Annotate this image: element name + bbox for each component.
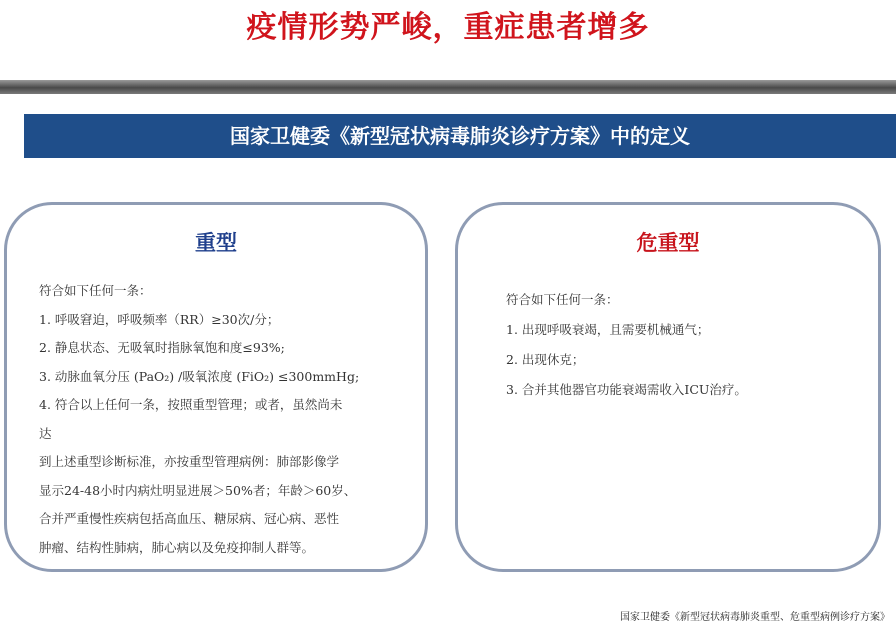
critical-line: 符合如下任何一条： <box>506 292 619 307</box>
severe-card <box>4 202 428 572</box>
severe-line: 达 <box>39 425 52 441</box>
critical-line: 1. 出现呼吸衰竭，且需要机械通气； <box>506 322 710 337</box>
severe-line: 合并严重慢性疾病包括高血压、糖尿病、冠心病、恶性 <box>39 511 340 526</box>
severe-line: 2. 静息状态、无吸氧时指脉氧饱和度≤93%; <box>39 340 285 355</box>
severe-card-title: 重型 <box>195 231 237 255</box>
severe-card-body <box>39 277 399 562</box>
severe-line: 符合如下任何一条： <box>39 283 152 298</box>
critical-line: 2. 出现休克； <box>506 352 585 367</box>
severe-line: 到上述重型诊断标准，亦按重型管理病例：肺部影像学 <box>39 454 340 469</box>
slide-title: 疫情形势严峻，重症患者增多 <box>246 10 650 45</box>
section-banner: 国家卫健委《新型冠状病毒肺炎诊疗方案》中的定义 <box>24 114 896 158</box>
severe-line: 3. 动脉血氧分压 (PaO₂) /吸氧浓度 (FiO₂) ≤300mmHg; <box>39 368 360 384</box>
critical-card-title: 危重型 <box>636 231 700 255</box>
severe-line: 4. 符合以上任何一条，按照重型管理；或者，虽然尚未 <box>39 397 343 412</box>
critical-line: 3. 合并其他器官功能衰竭需收入ICU治疗。 <box>506 382 747 397</box>
source-footnote: 国家卫健委《新型冠状病毒肺炎重型、危重型病例诊疗方案》 <box>620 612 890 623</box>
severe-line: 1. 呼吸窘迫，呼吸频率（RR）≥30次/分； <box>39 311 280 327</box>
critical-card <box>455 202 881 572</box>
severe-line: 显示24-48小时内病灶明显进展＞50%者；年龄＞60岁、 <box>39 482 357 498</box>
header-divider-bar <box>0 80 896 94</box>
severe-line: 肿瘤、结构性肺病，肺心病以及免疫抑制人群等。 <box>39 539 315 555</box>
critical-card-body <box>506 285 866 405</box>
